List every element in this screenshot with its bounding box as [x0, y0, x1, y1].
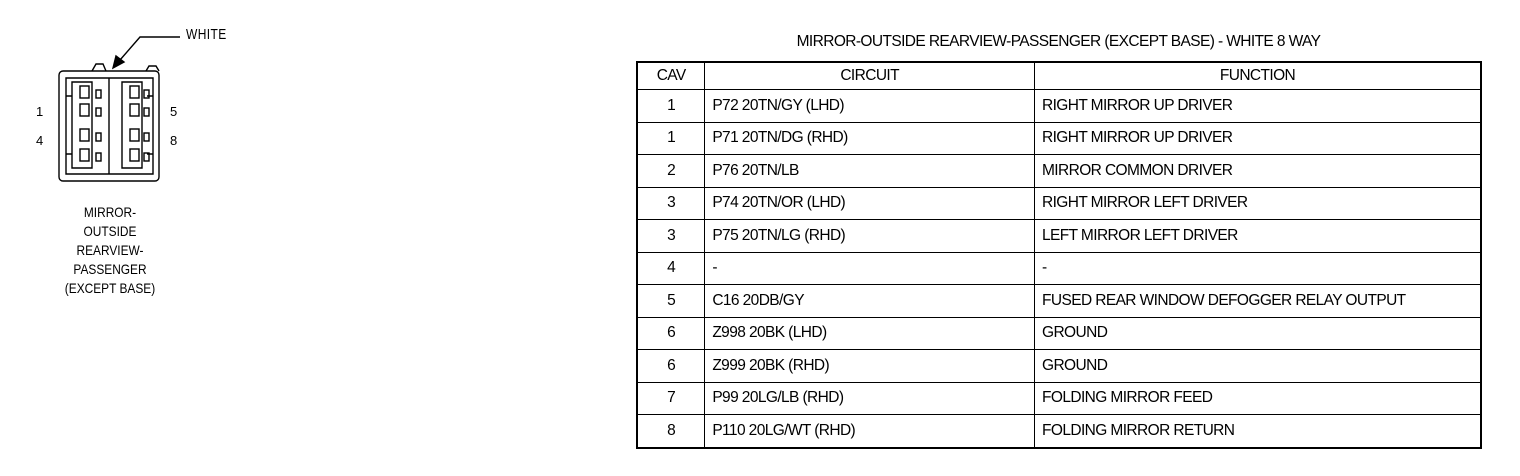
right-terminal-cavities: [130, 86, 149, 161]
circuit-cell: P72 20TN/GY (LHD): [705, 90, 1035, 123]
cav-cell: 5: [637, 285, 705, 318]
connector-color-callout: WHITE: [186, 26, 227, 43]
function-cell: FUSED REAR WINDOW DEFOGGER RELAY OUTPUT: [1035, 285, 1482, 318]
table-row: [637, 350, 1481, 383]
callout-leader-line: [120, 37, 180, 60]
function-cell: LEFT MIRROR LEFT DRIVER: [1035, 220, 1482, 253]
circuit-cell: Z998 20BK (LHD): [705, 317, 1035, 350]
pinout-table-title: MIRROR-OUTSIDE REARVIEW-PASSENGER (EXCEPT BASE) - WHITE 8 WAY: [796, 33, 1321, 50]
connector-name-line: PASSENGER: [73, 261, 147, 277]
table-row: [637, 220, 1481, 253]
connector-latch: [92, 64, 106, 71]
circuit-cell: C16 20DB/GY: [705, 285, 1035, 318]
circuit-cell: P75 20TN/LG (RHD): [705, 220, 1035, 253]
cav-cell: 3: [637, 220, 705, 253]
table-row: [637, 122, 1481, 155]
cav-cell: 7: [637, 382, 705, 415]
function-cell: RIGHT MIRROR UP DRIVER: [1035, 122, 1482, 155]
table-row: [637, 317, 1481, 350]
cav-cell: 2: [637, 155, 705, 188]
cavity-frame-left: [66, 82, 92, 168]
table-row: [637, 382, 1481, 415]
column-header-function: FUNCTION: [1035, 62, 1482, 90]
connector-name-line: REARVIEW-: [76, 242, 144, 258]
connector-latch: [146, 66, 159, 71]
cav-cell: 1: [637, 90, 705, 123]
circuit-cell: P74 20TN/OR (LHD): [705, 187, 1035, 220]
pin-label-bottom-right: 8: [170, 133, 178, 148]
table-row: [637, 187, 1481, 220]
table-row: [637, 90, 1481, 123]
function-cell: GROUND: [1035, 350, 1482, 383]
function-cell: MIRROR COMMON DRIVER: [1035, 155, 1482, 188]
pinout-table: [636, 61, 1482, 449]
cav-cell: 6: [637, 317, 705, 350]
circuit-cell: Z999 20BK (RHD): [705, 350, 1035, 383]
column-header-circuit: CIRCUIT: [705, 62, 1035, 90]
circuit-cell: P99 20LG/LB (RHD): [705, 382, 1035, 415]
function-cell: RIGHT MIRROR UP DRIVER: [1035, 90, 1482, 123]
circuit-cell: P110 20LG/WT (RHD): [705, 415, 1035, 448]
pin-label-bottom-left: 4: [36, 133, 44, 148]
function-cell: FOLDING MIRROR RETURN: [1035, 415, 1482, 448]
function-cell: GROUND: [1035, 317, 1482, 350]
connector-name: [51, 203, 170, 298]
left-terminal-cavities: [80, 86, 101, 161]
function-cell: FOLDING MIRROR FEED: [1035, 382, 1482, 415]
table-row: [637, 252, 1481, 285]
connector-name-line: (EXCEPT BASE): [64, 280, 156, 296]
circuit-cell: P76 20TN/LB: [705, 155, 1035, 188]
column-header-cav: CAV: [637, 62, 705, 90]
connector-face-diagram: [0, 0, 200, 190]
pin-label-top-right: 5: [170, 104, 178, 119]
cav-cell: 6: [637, 350, 705, 383]
cav-cell: 1: [637, 122, 705, 155]
function-cell: RIGHT MIRROR LEFT DRIVER: [1035, 187, 1482, 220]
connector-name-line: OUTSIDE: [83, 223, 137, 239]
table-row: [637, 415, 1481, 448]
table-row: [637, 285, 1481, 318]
connector-name-line: MIRROR-: [83, 204, 137, 220]
table-header-row: [637, 62, 1481, 90]
cav-cell: 4: [637, 252, 705, 285]
pin-label-top-left: 1: [36, 104, 44, 119]
table-row: [637, 155, 1481, 188]
function-cell: -: [1035, 252, 1482, 285]
cav-cell: 8: [637, 415, 705, 448]
circuit-cell: -: [705, 252, 1035, 285]
cav-cell: 3: [637, 187, 705, 220]
circuit-cell: P71 20TN/DG (RHD): [705, 122, 1035, 155]
